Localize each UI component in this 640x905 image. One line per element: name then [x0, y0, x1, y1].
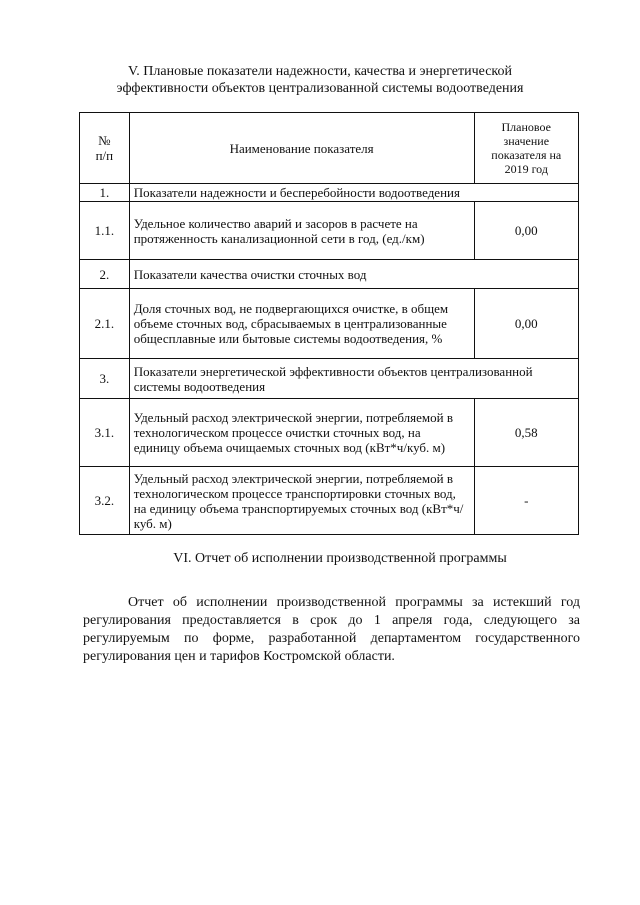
header-name: Наименование показателя — [129, 113, 474, 184]
header-planned-value — [474, 113, 578, 184]
row-section-name: Показатели надежности и бесперебойности водоотведения — [129, 184, 578, 202]
header-number-line-1: № — [98, 133, 111, 148]
table-row-1-1 — [80, 202, 579, 260]
header-value-line-4: 2019 год — [504, 162, 548, 176]
table-row-3-1 — [80, 399, 579, 467]
row-indicator-name: Удельное количество аварий и засоров в расчете на протяженность канализационной сети в год, (ед./км) — [129, 202, 474, 260]
row-indicator-name: Удельный расход электрической энергии, потребляемой в технологическом процессе транспортировки сточных вод, на единицу объема транспортируемых сточных вод (кВт*ч/куб. м) — [129, 467, 474, 535]
row-number: 1. — [80, 184, 130, 202]
row-indicator-value: 0,58 — [474, 399, 578, 467]
row-indicator-name: Удельный расход электрической энергии, потребляемой в технологическом процессе очистки сточных вод, на единицу объема очищаемых сточных вод (кВт*ч/куб. м) — [129, 399, 474, 467]
row-indicator-value: - — [474, 467, 578, 535]
section-5-heading — [60, 63, 580, 97]
row-number: 3. — [80, 359, 130, 399]
table-row-section-2 — [80, 260, 579, 289]
header-value-line-2: значение — [503, 134, 550, 148]
section-5-title-line-2: эффективности объектов централизованной системы водоотведения — [116, 81, 524, 96]
row-number: 1.1. — [80, 202, 130, 260]
row-number: 2. — [80, 260, 130, 289]
table-row-section-3 — [80, 359, 579, 399]
section-6-heading: VI. Отчет об исполнении производственной программы — [173, 551, 507, 566]
row-indicator-value: 0,00 — [474, 202, 578, 260]
table-row-section-1 — [80, 184, 579, 202]
row-section-name: Показатели качества очистки сточных вод — [129, 260, 578, 289]
table-header-row — [80, 113, 579, 184]
header-number — [80, 113, 130, 184]
row-number: 3.1. — [80, 399, 130, 467]
indicators-table — [79, 112, 579, 535]
row-indicator-name: Доля сточных вод, не подвергающихся очистке, в общем объеме сточных вод, сбрасываемых в централизованные общесплавные или бытовые системы водоотведения, % — [129, 289, 474, 359]
row-section-name: Показатели энергетической эффективности объектов централизованной системы водоотведения — [129, 359, 578, 399]
table-row-3-2 — [80, 467, 579, 535]
header-value-line-3: показателя на — [491, 148, 562, 162]
row-number: 2.1. — [80, 289, 130, 359]
table-body — [80, 184, 579, 535]
section-5-title-line-1: V. Плановые показатели надежности, качества и энергетической — [127, 64, 512, 79]
row-number: 3.2. — [80, 467, 130, 535]
row-indicator-value: 0,00 — [474, 289, 578, 359]
header-value-line-1: Плановое — [501, 120, 551, 134]
report-paragraph: Отчет об исполнении производственной программы за истекший год регулирования предоставляется в срок до 1 апреля года, следующего за регулируемым по форме, разработанной департаментом государственного регулирования цен и тарифов Костромской области. — [83, 595, 580, 664]
table-row-2-1 — [80, 289, 579, 359]
header-number-line-2: п/п — [95, 148, 114, 163]
